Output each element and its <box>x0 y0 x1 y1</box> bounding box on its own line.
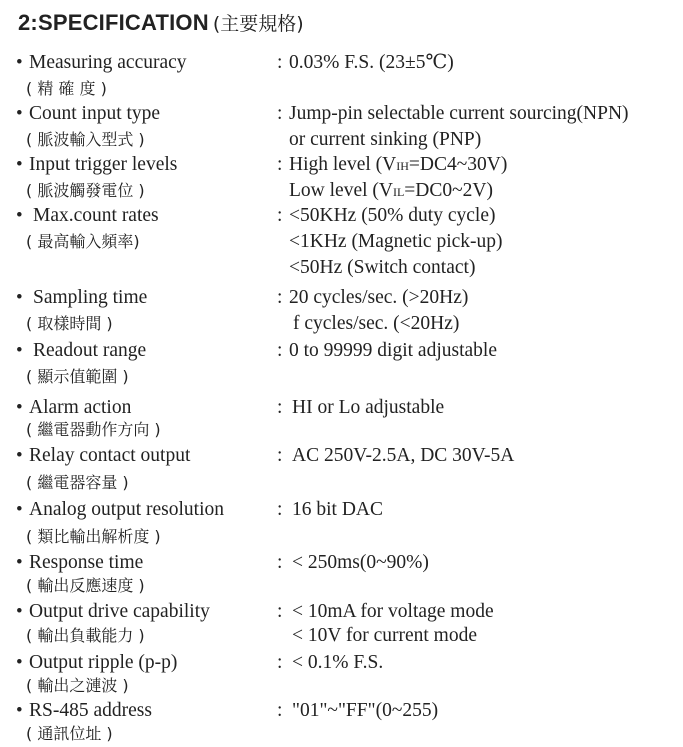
spec-label-en: Readout range <box>33 340 147 361</box>
value-subscript: IH <box>396 159 409 173</box>
spec-label-en: RS-485 address <box>29 700 152 721</box>
spec-value-high-level <box>289 152 507 179</box>
spec-value: 0 to 99999 digit adjustable <box>289 340 497 361</box>
section-title <box>18 8 304 39</box>
spec-label-en: Count input type <box>29 103 161 124</box>
colon: : <box>277 103 283 124</box>
spec-value: AC 250V-2.5A, DC 30V-5A <box>292 445 515 466</box>
section-title-en: 2:SPECIFICATION <box>18 10 209 35</box>
bullet: • <box>16 52 23 73</box>
spec-value: 20 cycles/sec. (>20Hz) <box>289 287 469 308</box>
colon: : <box>277 445 283 466</box>
spec-label-en: Relay contact output <box>29 445 191 466</box>
colon: : <box>277 397 283 418</box>
value-suffix: =DC4~30V) <box>408 154 508 175</box>
bullet: • <box>16 103 23 124</box>
bullet: • <box>16 340 23 361</box>
colon: : <box>277 700 283 721</box>
spec-label-en: Output drive capability <box>29 601 210 622</box>
spec-label-cn: ( 脈波觸發電位 ) <box>26 181 145 200</box>
colon: : <box>277 287 283 308</box>
colon: : <box>277 340 283 361</box>
spec-value: f cycles/sec. (<20Hz) <box>293 313 460 334</box>
spec-label-cn: ( 繼電器容量 ) <box>26 473 129 492</box>
spec-label-en: Max.count rates <box>33 205 159 226</box>
spec-value: "01"~"FF"(0~255) <box>292 700 439 721</box>
value-suffix: =DC0~2V) <box>404 180 494 201</box>
colon: : <box>277 205 283 226</box>
spec-label-en: Response time <box>29 552 144 573</box>
spec-value: < 10V for current mode <box>292 625 478 646</box>
spec-label-cn: ( 類比輸出解析度 ) <box>26 527 161 546</box>
spec-label-cn: ( 精 確 度 ) <box>26 79 107 98</box>
spec-label-cn: ( 通訊位址 ) <box>26 724 113 743</box>
spec-label-en: Alarm action <box>29 397 132 418</box>
spec-label-en: Sampling time <box>33 287 148 308</box>
colon: : <box>277 552 283 573</box>
spec-value: <1KHz (Magnetic pick-up) <box>289 231 503 252</box>
bullet: • <box>16 205 23 226</box>
spec-value: 16 bit DAC <box>292 499 384 520</box>
spec-value: 0.03% F.S. (23±5℃) <box>289 52 454 73</box>
spec-label-en: Measuring accuracy <box>29 52 187 73</box>
bullet: • <box>16 397 23 418</box>
colon: : <box>277 652 283 673</box>
bullet: • <box>16 652 23 673</box>
spec-label-cn: ( 脈波輸入型式 ) <box>26 130 145 149</box>
bullet: • <box>16 287 23 308</box>
spec-label-cn: ( 最高輸入頻率) <box>26 232 140 251</box>
spec-value: < 0.1% F.S. <box>292 652 384 673</box>
colon: : <box>277 52 283 73</box>
bullet: • <box>16 154 23 175</box>
spec-value: < 10mA for voltage mode <box>292 601 494 622</box>
value-subscript: IL <box>392 185 405 199</box>
spec-label-en: Input trigger levels <box>29 154 178 175</box>
spec-value: HI or Lo adjustable <box>292 397 445 418</box>
value-prefix: Low level (V <box>289 180 393 201</box>
spec-label-cn: ( 輸出之漣波 ) <box>26 676 129 695</box>
bullet: • <box>16 445 23 466</box>
spec-label-cn: ( 輸出反應速度 ) <box>26 576 145 595</box>
spec-label-cn: ( 繼電器動作方向 ) <box>26 420 161 439</box>
bullet: • <box>16 601 23 622</box>
colon: : <box>277 499 283 520</box>
spec-value: Jump-pin selectable current sourcing(NPN) <box>289 103 629 124</box>
bullet: • <box>16 499 23 520</box>
spec-value-low-level <box>289 178 493 205</box>
value-prefix: High level (V <box>289 154 397 175</box>
spec-label-cn: ( 顯示值範圍 ) <box>26 367 129 386</box>
section-title-cn: (主要規格) <box>212 13 304 35</box>
spec-value: < 250ms(0~90%) <box>292 552 429 573</box>
spec-value: <50KHz (50% duty cycle) <box>289 205 496 226</box>
colon: : <box>277 601 283 622</box>
spec-label-cn: ( 輸出負載能力 ) <box>26 626 145 645</box>
spec-label-cn: ( 取樣時間 ) <box>26 314 113 333</box>
colon: : <box>277 154 283 175</box>
spec-label-en: Output ripple (p-p) <box>29 652 178 673</box>
spec-value: <50Hz (Switch contact) <box>289 257 476 278</box>
bullet: • <box>16 700 23 721</box>
spec-value: or current sinking (PNP) <box>289 129 482 150</box>
bullet: • <box>16 552 23 573</box>
spec-label-en: Analog output resolution <box>29 499 224 520</box>
